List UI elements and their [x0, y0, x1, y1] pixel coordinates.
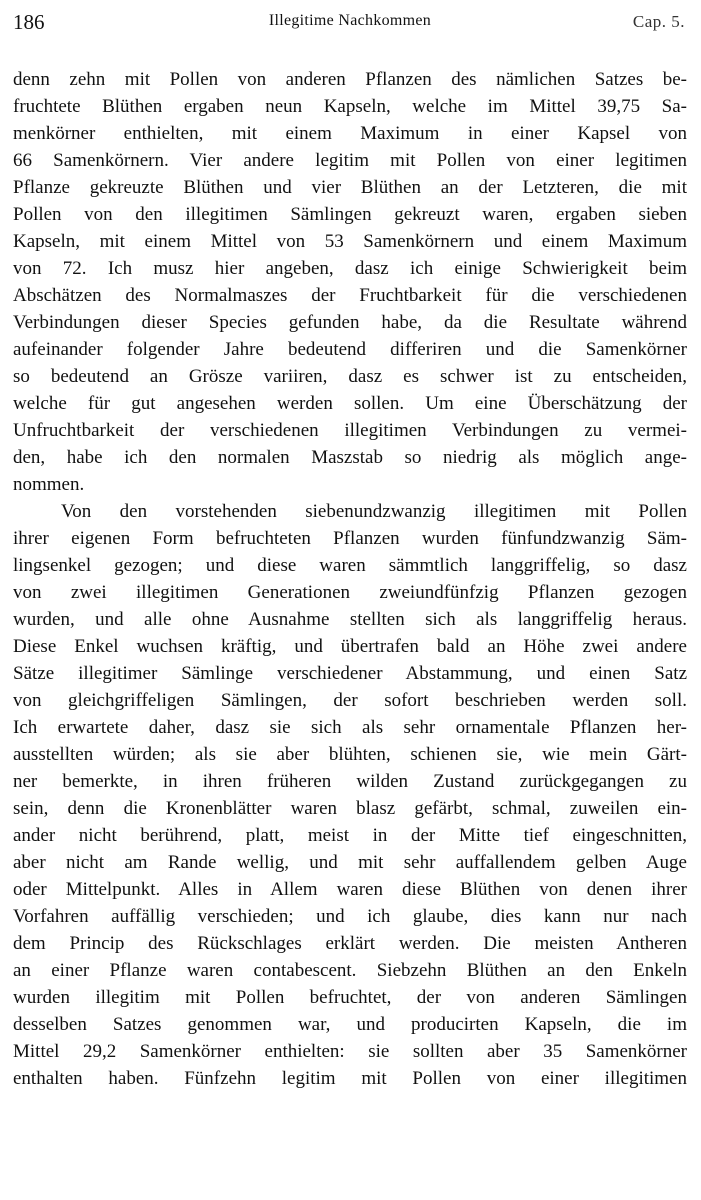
- text-line: denn zehn mit Pollen von anderen Pflanzen des nämlichen Satzes be-: [13, 69, 687, 90]
- text-line: 66 Samenkörnern. Vier andere legitim mit Pollen von einer legitimen: [13, 150, 687, 171]
- paragraph-2: [13, 498, 687, 1092]
- text-line: Ich erwartete daher, dasz sie sich als sehr ornamentale Pflanzen her-: [13, 717, 687, 738]
- text-line: Unfruchtbarkeit der verschiedenen illegitimen Verbindungen zu vermei-: [13, 420, 687, 441]
- text-line: von zwei illegitimen Generationen zweiundfünfzig Pflanzen gezogen: [13, 582, 687, 603]
- text-line: so bedeutend an Grösze variiren, dasz es schwer ist zu entscheiden,: [13, 366, 687, 387]
- text-line: sein, denn die Kronenblätter waren blasz gefärbt, schmal, zuweilen ein-: [13, 798, 687, 819]
- page-number: 186: [13, 10, 45, 34]
- text-line: aufeinander folgender Jahre bedeutend differiren und die Samenkörner: [13, 339, 687, 360]
- text-line: Abschätzen des Normalmaszes der Fruchtbarkeit für die verschiedenen: [13, 285, 687, 306]
- chapter-label: Cap. 5.: [632, 12, 685, 31]
- text-line: ander nicht berührend, platt, meist in der Mitte tief eingeschnitten,: [13, 825, 687, 846]
- text-line: aber nicht am Rande wellig, und mit sehr auffallendem gelben Auge: [13, 852, 687, 873]
- text-line: ausstellten würden; als sie aber blühten, schienen sie, wie mein Gärt-: [13, 744, 687, 765]
- text-line: an einer Pflanze waren contabescent. Siebzehn Blüthen an den Enkeln: [13, 960, 687, 981]
- text-line: Pflanze gekreuzte Blüthen und vier Blüthen an der Letzteren, die mit: [13, 177, 687, 198]
- text-line: desselben Satzes genommen war, und producirten Kapseln, die im: [13, 1014, 687, 1035]
- text-line: Mittel 29,2 Samenkörner enthielten: sie sollten aber 35 Samenkörner: [13, 1041, 687, 1062]
- text-line: dem Princip des Rückschlages erklärt werden. Die meisten Antheren: [13, 933, 687, 954]
- text-line: fruchtete Blüthen ergaben neun Kapseln, welche im Mittel 39,75 Sa-: [13, 96, 687, 117]
- text-line: wurden illegitim mit Pollen befruchtet, der von anderen Sämlingen: [13, 987, 687, 1008]
- text-line: welche für gut angesehen werden sollen. Um eine Überschätzung der: [13, 393, 687, 414]
- text-line: von 72. Ich musz hier angeben, dasz ich einige Schwierigkeit beim: [13, 258, 687, 279]
- text-line: Vorfahren auffällig verschieden; und ich glaube, dies kann nur nach: [13, 906, 687, 927]
- text-line: Kapseln, mit einem Mittel von 53 Samenkörnern und einem Maximum: [13, 231, 687, 252]
- text-line: Von den vorstehenden siebenundzwanzig illegitimen mit Pollen: [61, 501, 687, 522]
- text-line: oder Mittelpunkt. Alles in Allem waren diese Blüthen von denen ihrer: [13, 879, 687, 900]
- text-line: enthalten haben. Fünfzehn legitim mit Pollen von einer illegitimen: [13, 1068, 687, 1089]
- paragraph-1: [13, 66, 687, 498]
- text-line: Verbindungen dieser Species gefunden habe, da die Resultate während: [13, 312, 687, 333]
- text-line: lingsenkel gezogen; und diese waren sämmtlich langgriffelig, so dasz: [13, 555, 687, 576]
- text-line: nommen.: [13, 474, 85, 495]
- text-line: Diese Enkel wuchsen kräftig, und übertrafen bald an Höhe zwei andere: [13, 636, 687, 657]
- text-line: menkörner enthielten, mit einem Maximum in einer Kapsel von: [13, 123, 687, 144]
- text-line: ihrer eigenen Form befruchteten Pflanzen wurden fünfundzwanzig Säm-: [13, 528, 687, 549]
- text-line: von gleichgriffeligen Sämlingen, der sofort beschrieben werden soll.: [13, 690, 687, 711]
- text-line: den, habe ich den normalen Maszstab so niedrig als möglich ange-: [13, 447, 687, 468]
- page-header: [13, 10, 687, 38]
- text-line: Pollen von den illegitimen Sämlingen gekreuzt waren, ergaben sieben: [13, 204, 687, 225]
- text-line: wurden, und alle ohne Ausnahme stellten sich als langgriffelig heraus.: [13, 609, 687, 630]
- running-title: Illegitime Nachkommen: [268, 12, 432, 29]
- body-text: [13, 66, 687, 1092]
- text-line: Sätze illegitimer Sämlinge verschiedener Abstammung, und einen Satz: [13, 663, 687, 684]
- text-line: ner bemerkte, in ihren früheren wilden Zustand zurückgegangen zu: [13, 771, 687, 792]
